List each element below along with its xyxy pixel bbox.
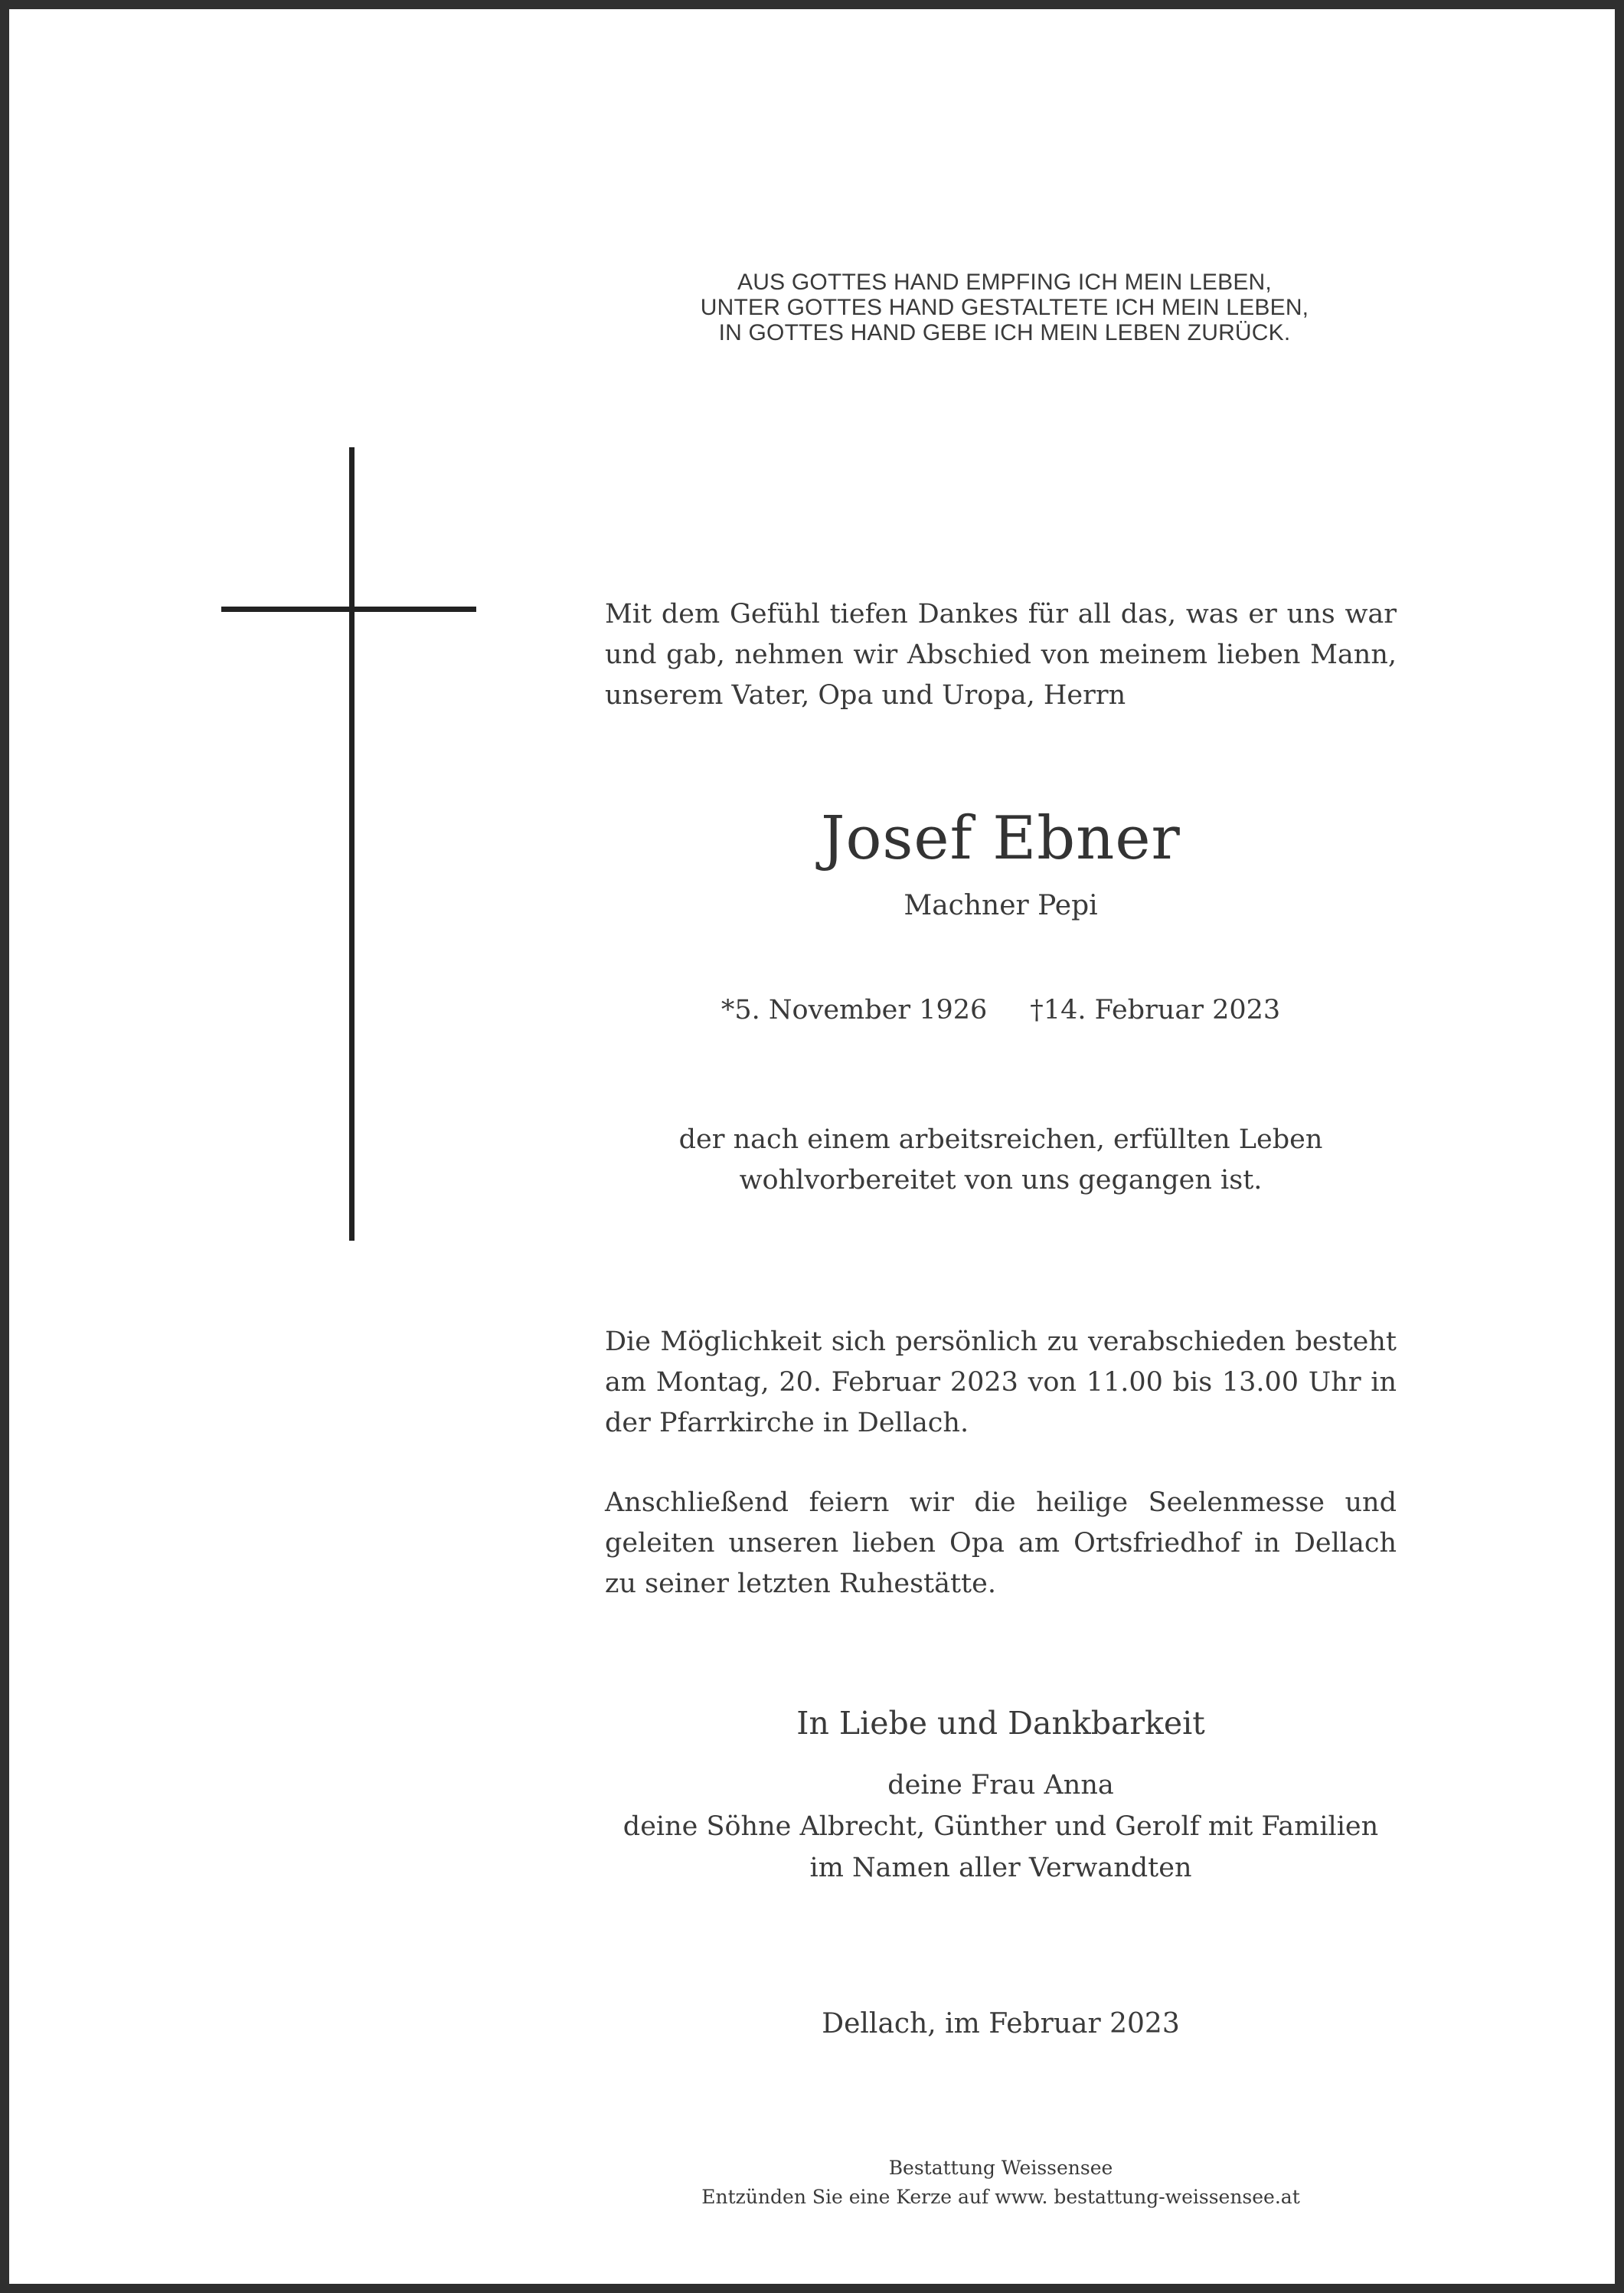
birth-date: *5. November 1926 xyxy=(721,995,988,1025)
motto-line-2: UNTER GOTTES HAND GESTALTETE ICH MEIN LEBEN, xyxy=(700,295,1309,320)
mourners-list xyxy=(545,1765,1456,1889)
closing-phrase: In Liebe und Dankbarkeit xyxy=(796,1705,1205,1742)
farewell-info-paragraph: Die Möglichkeit sich persönlich zu verabschieden besteht am Montag, 20. Februar 2023 von 11.00 bis 13.00 Uhr in der Pfarrkirche in Dellach. xyxy=(605,1326,1397,1438)
deceased-nickname: Machner Pepi xyxy=(903,890,1098,921)
deceased-name: Josef Ebner xyxy=(821,804,1181,873)
motto-line-3: IN GOTTES HAND GEBE ICH MEIN LEBEN ZURÜCK. xyxy=(718,320,1291,345)
passing-line-2: wohlvorbereitet von uns gegangen ist. xyxy=(739,1165,1263,1196)
passing-text xyxy=(545,1120,1456,1201)
passing-line-1: der nach einem arbeitsreichen, erfüllten Leben xyxy=(678,1124,1323,1155)
funeral-home-name: Bestattung Weissensee xyxy=(888,2157,1113,2179)
cross-icon xyxy=(349,447,355,1241)
death-date: †14. Februar 2023 xyxy=(1030,995,1281,1025)
mourner-line-1: deine Frau Anna xyxy=(887,1770,1114,1801)
footer xyxy=(545,2154,1456,2212)
cross-icon-beam xyxy=(221,607,476,612)
motto-verse xyxy=(545,270,1464,345)
candle-link-text: Entzünden Sie eine Kerze auf www. bestattung-weissensee.at xyxy=(701,2186,1300,2208)
life-dates xyxy=(545,991,1456,1029)
mourner-line-2: deine Söhne Albrecht, Günther und Gerolf mit Familien xyxy=(622,1811,1379,1842)
mourner-line-3: im Namen aller Verwandten xyxy=(809,1853,1192,1883)
motto-line-1: AUS GOTTES HAND EMPFING ICH MEIN LEBEN, xyxy=(737,270,1272,295)
intro-paragraph: Mit dem Gefühl tiefen Dankes für all das, was er uns war und gab, nehmen wir Abschied von meinem lieben Mann, unserem Vater, Opa und Uropa, Herrn xyxy=(605,599,1397,711)
place-date: Dellach, im Februar 2023 xyxy=(822,2008,1180,2039)
service-info-paragraph: Anschließend feiern wir die heilige Seelenmesse und geleiten unseren lieben Opa am Ortsfriedhof in Dellach zu seiner letzten Ruhestätte. xyxy=(605,1487,1397,1599)
